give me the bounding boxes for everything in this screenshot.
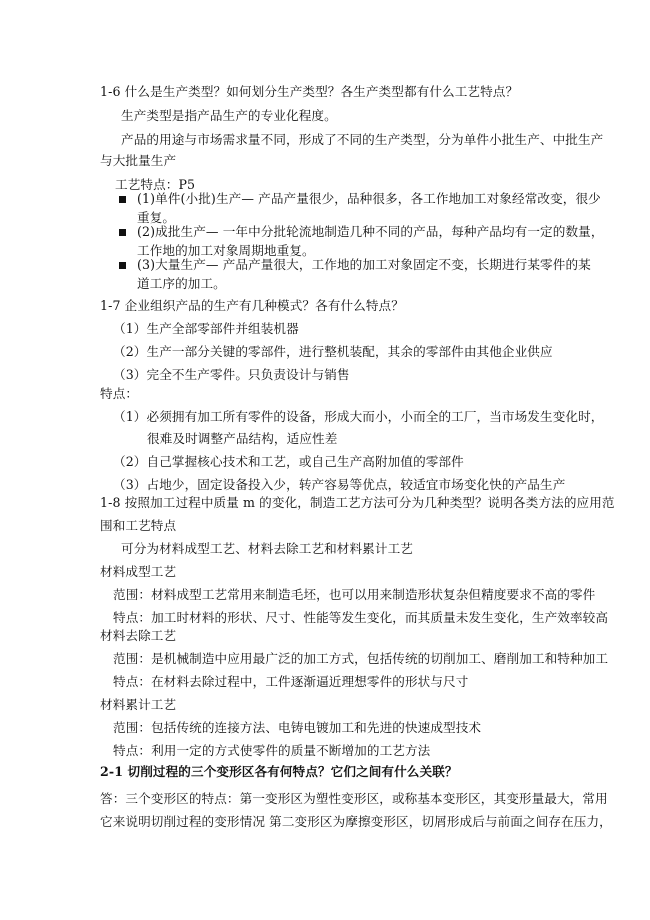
q1-7-feature-1-line-2: 很难及时调整产品结构，适应性差 (147, 431, 338, 446)
question-2-1-title: 2-1 切削过程的三个变形区各有何特点？它们之间有什么关联？ (100, 764, 458, 779)
q1-6-bullet-2-line-2: 工作地的加工对象周期地重复。 (137, 243, 315, 258)
question-1-7-title: 1-7 企业组织产品的生产有几种模式？各有什么特点？ (100, 298, 404, 313)
q1-6-paragraph-2-line-1: 产品的用途与市场需求量不同，形成了不同的生产类型，分为单件小批生产、中批生产 (121, 132, 604, 147)
q1-6-bullet-3-line-1: (3)大量生产— 产品产量很大，工作地的加工对象固定不变，长期进行某零件的某 (137, 257, 591, 272)
q1-8-forming-scope: 范围：材料成型工艺常用来制造毛坯，也可以用来制造形状复杂但精度要求不高的零件 (113, 587, 596, 602)
q1-8-additive-scope: 范围：包括传统的连接方法、电铸电镀加工和先进的快速成型技术 (113, 720, 482, 735)
q1-8-removal-scope: 范围：是机械制造中应用最广泛的加工方式，包括传统的切削加工、磨削加工和特种加工 (113, 651, 609, 666)
bullet-square-icon (119, 196, 126, 203)
question-1-8-title-line-2: 围和工艺特点 (100, 518, 177, 533)
q1-8-answer: 可分为材料成型工艺、材料去除工艺和材料累计工艺 (121, 541, 413, 556)
q1-6-paragraph-1: 生产类型是指产品生产的专业化程度。 (121, 108, 337, 123)
q2-1-answer-line-2: 它来说明切削过程的变形情况 第二变形区为摩擦变形区，切屑形成后与前面之间存在压力， (100, 814, 612, 829)
q1-8-additive-features: 特点：利用一定的方式使零件的质量不断增加的工艺方法 (113, 743, 431, 758)
q1-8-additive-heading: 材料累计工艺 (100, 697, 177, 712)
q1-7-features-label: 特点： (100, 386, 139, 401)
q1-6-bullet-1-line-2: 重复。 (137, 210, 176, 225)
q1-7-mode-3: （3）完全不生产零件。只负责设计与销售 (113, 367, 350, 382)
q1-6-bullet-2-line-1: (2)成批生产— 一年中分批轮流地制造几种不同的产品，每种产品均有一定的数量， (137, 224, 604, 239)
q1-7-feature-1-line-1: （1）必须拥有加工所有零件的设备，形成大而小，小而全的工厂，当市场发生变化时， (113, 409, 604, 424)
q1-6-features-label: 工艺特点：P5 (115, 177, 196, 192)
question-1-8-title-line-1: 1-8 按照加工过程中质量 m 的变化，制造工艺方法可分为几种类型？说明各类方法的应用范 (100, 495, 615, 510)
q1-7-feature-3: （3）占地少，固定设备投入少，转产容易等优点，较适宜市场变化快的产品生产 (113, 477, 566, 492)
bullet-square-icon (119, 229, 126, 236)
q1-6-bullet-3-line-2: 道工序的加工。 (137, 276, 226, 291)
q2-1-answer-line-1: 答：三个变形区的特点：第一变形区为塑性变形区，或称基本变形区，其变形量最大，常用 (100, 791, 608, 806)
q1-6-bullet-1-line-1: (1)单件(小批)生产— 产品产量很少，品种很多，各工作地加工对象经常改变，很少 (137, 191, 601, 206)
q1-7-mode-2: （2）生产一部分关键的零部件，进行整机装配，其余的零部件由其他企业供应 (113, 344, 553, 359)
q1-8-removal-features: 特点：在材料去除过程中，工件逐渐逼近理想零件的形状与尺寸 (113, 674, 469, 689)
q1-8-removal-heading: 材料去除工艺 (100, 628, 177, 643)
bullet-square-icon (119, 262, 126, 269)
q1-8-forming-features: 特点：加工时材料的形状、尺寸、性能等发生变化，而其质量未发生变化，生产效率较高 (113, 610, 609, 625)
question-1-6-title: 1-6 什么是生产类型？如何划分生产类型？各生产类型都有什么工艺特点？ (100, 84, 519, 99)
q1-7-feature-2: （2）自己掌握核心技术和工艺，或自己生产高附加值的零部件 (113, 454, 464, 469)
q1-7-mode-1: （1）生产全部零部件并组装机器 (113, 321, 299, 336)
q1-6-paragraph-2-line-2: 与大批量生产 (100, 153, 177, 168)
q1-8-forming-heading: 材料成型工艺 (100, 564, 177, 579)
